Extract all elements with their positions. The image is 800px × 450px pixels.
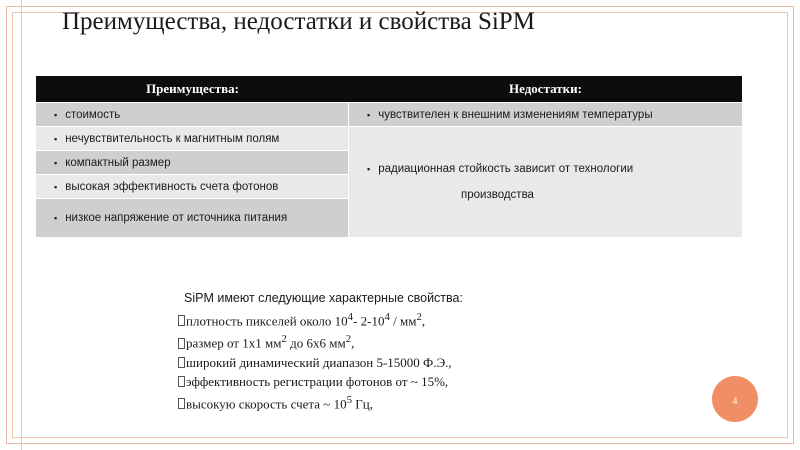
properties-heading: SiPM имеют следующие характерные свойства: <box>184 291 463 305</box>
disadvantage-cell <box>349 102 742 126</box>
advantage-cell <box>36 174 349 198</box>
list-item: высокую скорость счета ~ $10^5$ Гц, <box>178 391 463 413</box>
bullet-box-icon <box>178 376 185 387</box>
bullet-icon: ▪ <box>54 157 58 168</box>
bullet-box-icon <box>178 338 185 349</box>
advantage-text: стоимость <box>65 108 121 121</box>
advantage-cell <box>36 126 349 150</box>
list-item: плотность пикселей около $10^4-$ $2-10^4 / мм^2$, <box>178 308 463 330</box>
list-item: эффективность регистрации фотонов от ~ 15%, <box>178 372 463 391</box>
advantage-text: нечувствительность к магнитным полям <box>65 132 280 145</box>
header-advantages: Преимущества: <box>36 76 349 102</box>
comparison-table <box>36 76 742 237</box>
slide-title: Преимущества, недостатки и свойства SiPM <box>62 8 535 35</box>
table-row <box>36 102 742 126</box>
list-item: широкий динамический диапазон 5-15000 Ф.Э., <box>178 353 463 372</box>
advantage-text: высокая эффективность счета фотонов <box>65 180 279 193</box>
bullet-icon: ▪ <box>367 109 371 120</box>
advantage-cell <box>36 150 349 174</box>
bullet-box-icon <box>178 315 185 326</box>
bullet-icon: ▪ <box>54 133 58 144</box>
bullet-icon: ▪ <box>54 213 58 223</box>
advantage-cell <box>36 102 349 126</box>
disadvantage-text: радиационная стойкость зависит от технологии <box>378 163 634 175</box>
bullet-icon: ▪ <box>367 164 371 174</box>
advantage-text: низкое напряжение от источника питания <box>65 212 288 224</box>
left-margin-line <box>21 0 22 450</box>
properties-block <box>178 289 463 413</box>
header-disadvantages: Недостатки: <box>349 76 742 102</box>
bullet-box-icon <box>178 357 185 368</box>
bullet-box-icon <box>178 398 185 409</box>
advantage-cell <box>36 198 349 237</box>
bullet-icon: ▪ <box>54 109 58 120</box>
disadvantage-text-continued: производства <box>461 189 534 201</box>
table-row <box>36 126 742 150</box>
disadvantage-cell <box>349 126 742 237</box>
advantage-text: компактный размер <box>65 156 171 169</box>
list-item: размер от 1x1 $мм^2$ до 6x6 $мм^2$, <box>178 330 463 352</box>
page-number-badge: 4 <box>712 376 758 422</box>
disadvantage-text: чувствителен к внешним изменениям температуры <box>378 108 653 121</box>
bullet-icon: ▪ <box>54 181 58 192</box>
